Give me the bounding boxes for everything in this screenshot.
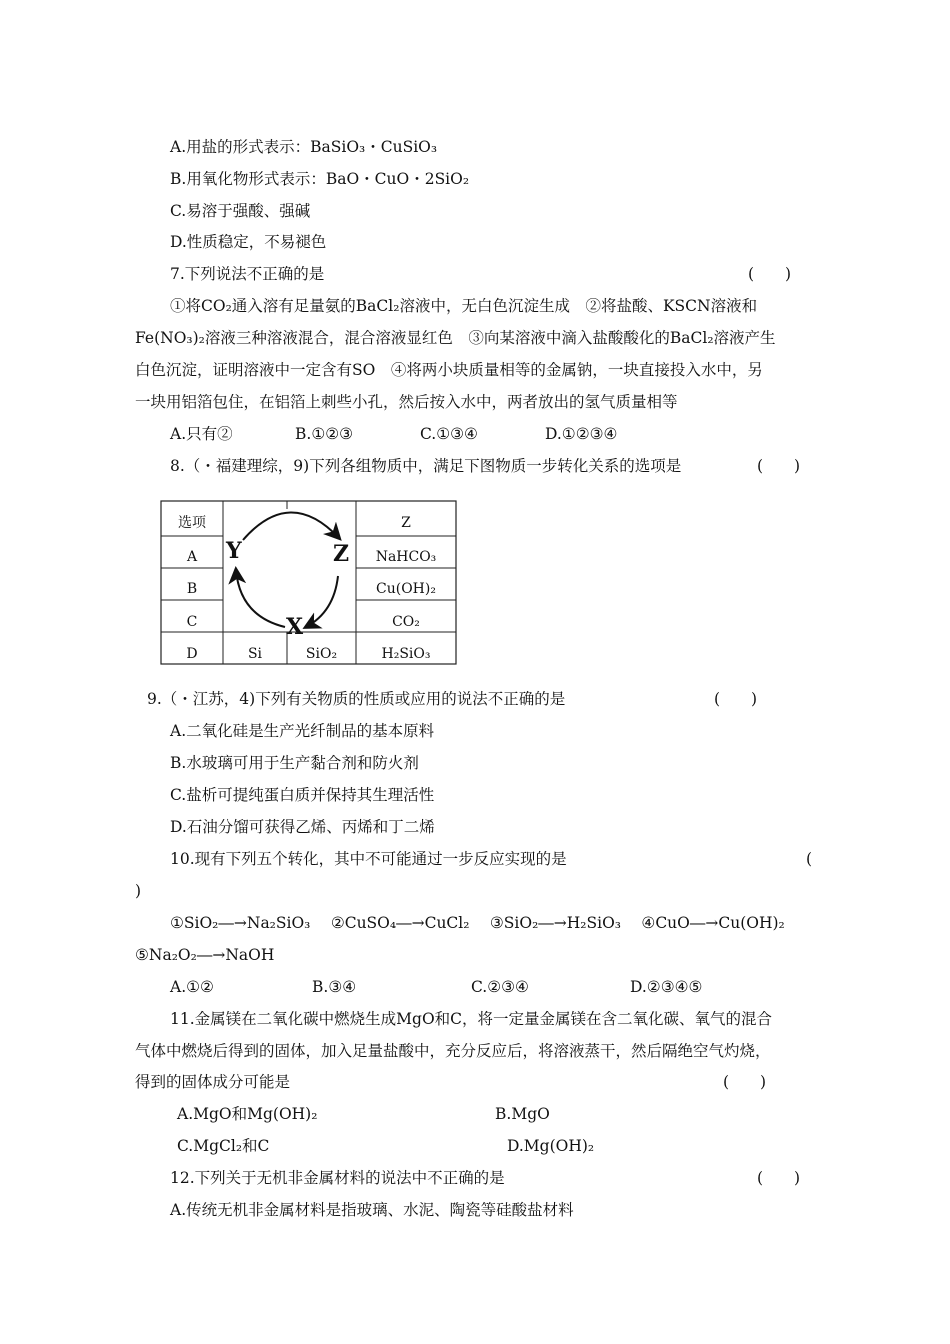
q10-option-a: A.①② — [170, 978, 214, 996]
q11-option-a: A.MgO和Mg(OH)₂ — [177, 1105, 318, 1123]
q12-stem: 12.下列关于无机非金属材料的说法中不正确的是 — [170, 1169, 505, 1187]
q7-option-a: A.只有② — [170, 425, 233, 443]
table-cell: B — [186, 581, 198, 597]
table-cell: H₂SiO₃ — [381, 646, 431, 662]
q9-option-a: A.二氧化硅是生产光纤制品的基本原料 — [170, 722, 435, 740]
q10-paren-close: ) — [135, 882, 142, 900]
table-cell: A — [186, 549, 198, 565]
q7-option-c: C.①③④ — [420, 425, 478, 443]
q7-option-d: D.①②③④ — [545, 425, 618, 443]
table-cell: C — [186, 614, 198, 630]
q6-option-a: A.用盐的形式表示：BaSiO₃・CuSiO₃ — [170, 138, 438, 156]
q7-stem: 7.下列说法不正确的是 — [170, 265, 325, 283]
q9-stem: 9.（・江苏，4)下列有关物质的性质或应用的说法不正确的是 — [147, 690, 566, 708]
q11-line: 气体中燃烧后得到的固体，加入足量盐酸中，充分反应后，将溶液蒸干，然后隔绝空气灼烧， — [135, 1042, 771, 1060]
q11-answer-paren: ( ) — [723, 1073, 767, 1091]
diagram-node-z: Z — [333, 541, 350, 567]
q10-transforms: ⑤Na₂O₂―→NaOH — [135, 946, 275, 964]
q9-option-d: D.石油分馏可获得乙烯、丙烯和丁二烯 — [170, 818, 435, 836]
diagram-node-x: X — [286, 614, 304, 640]
table-header-z: Z — [401, 515, 411, 531]
q12-answer-paren: ( ) — [757, 1169, 801, 1187]
q7-body-line: Fe(NO₃)₂溶液三种溶液混合，混合溶液显红色 ③向某溶液中滴入盐酸酸化的BaCl₂溶液产生 — [135, 329, 776, 347]
q8-answer-paren: ( ) — [757, 457, 801, 475]
q7-option-b: B.①②③ — [295, 425, 354, 443]
q10-transforms: ①SiO₂―→Na₂SiO₃ ②CuSO₄―→CuCl₂ ③SiO₂―→H₂SiO₃ ④CuO―→Cu(OH)₂ — [170, 914, 785, 932]
q12-option-a: A.传统无机非金属材料是指玻璃、水泥、陶瓷等硅酸盐材料 — [170, 1201, 574, 1219]
q6-option-d: D.性质稳定，不易褪色 — [170, 233, 327, 251]
q7-body-line: 白色沉淀，证明溶液中一定含有SO ④将两小块质量相等的金属钠，一块直接投入水中，另 — [135, 361, 763, 379]
q10-paren-open: ( — [806, 850, 813, 868]
q7-body-line: 一块用铝箔包住，在铝箔上刺些小孔，然后按入水中，两者放出的氢气质量相等 — [135, 393, 678, 411]
table-cell: SiO₂ — [305, 646, 338, 662]
table-cell: Si — [247, 646, 263, 662]
q10-stem: 10.现有下列五个转化，其中不可能通过一步反应实现的是 — [170, 850, 567, 868]
q10-option-c: C.②③④ — [471, 978, 529, 996]
q6-option-b: B.用氧化物形式表示：BaO・CuO・2SiO₂ — [170, 170, 470, 188]
q11-option-d: D.Mg(OH)₂ — [507, 1137, 595, 1155]
diagram-node-y: Y — [226, 538, 242, 564]
q10-option-d: D.②③④⑤ — [630, 978, 703, 996]
q9-answer-paren: ( ) — [714, 690, 758, 708]
q9-option-b: B.水玻璃可用于生产黏合剂和防火剂 — [170, 754, 419, 772]
q8-stem: 8.（・福建理综，9)下列各组物质中，满足下图物质一步转化关系的选项是 — [170, 457, 682, 475]
table-header-option: 选项 — [178, 515, 206, 531]
q7-body-line: ①将CO₂通入溶有足量氨的BaCl₂溶液中，无白色沉淀生成 ②将盐酸、KSCN溶液和 — [170, 297, 758, 315]
q9-option-c: C.盐析可提纯蛋白质并保持其生理活性 — [170, 786, 435, 804]
q7-answer-paren: ( ) — [748, 265, 792, 283]
q11-option-c: C.MgCl₂和C — [177, 1137, 270, 1155]
q11-line: 11.金属镁在二氧化碳中燃烧生成MgO和C，将一定量金属镁在含二氧化碳、氧气的混合 — [170, 1010, 773, 1028]
q11-option-b: B.MgO — [495, 1105, 550, 1123]
q11-line: 得到的固体成分可能是 — [135, 1073, 291, 1091]
table-cell: CO₂ — [392, 614, 420, 630]
q10-option-b: B.③④ — [312, 978, 357, 996]
q6-option-c: C.易溶于强酸、强碱 — [170, 202, 311, 220]
table-cell: NaHCO₃ — [375, 549, 437, 565]
table-cell: Cu(OH)₂ — [376, 581, 436, 597]
table-cell: D — [186, 646, 198, 662]
